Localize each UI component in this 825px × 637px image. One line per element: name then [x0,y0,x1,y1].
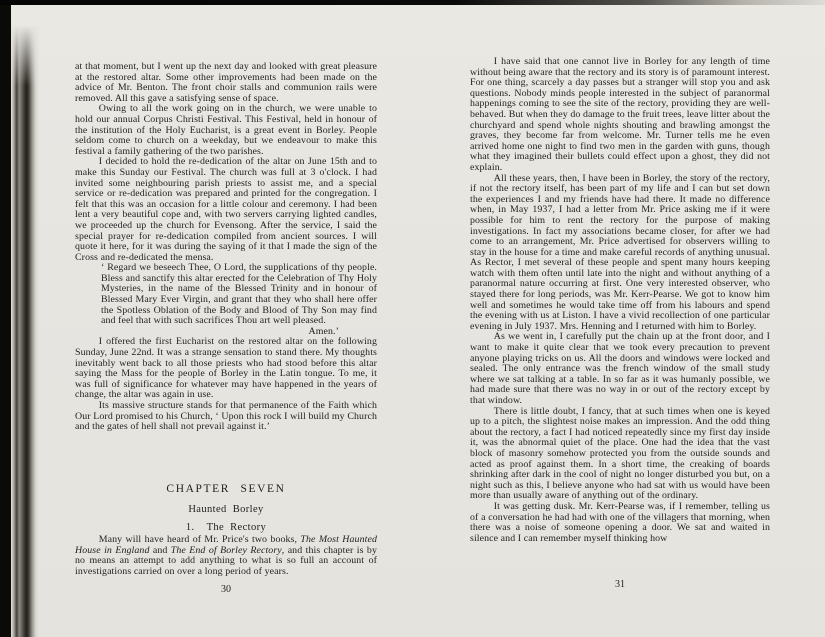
paragraph [75,535,377,577]
section-intro-paragraph [75,535,377,577]
left-page [75,62,377,433]
liturgical-quote [101,263,377,337]
chapter-block [75,483,377,533]
paragraph: All these years, then, I have been in Borley, the story of the rectory, if not the rectory itself, has been part of my life and I can but set down the experiences I and my friends have had there. It made no difference when, in May 1937, I had a letter from Mr. Price asking me if it were possible for him to rent the rectory for the purpose of making investigations. In fact my associations became closer, for after we had come to an arrangement, Mr. Price advertised for observers willing to stay in the house for a time and make careful records of anything unusual. As Rector, I met several of these people and spent many hours keeping watch with them often until late into the night and without anything of a paranormal nature occurring at first. One very interested observer, who stayed there for long periods, was Mr. Kerr-Pearse. We got to know him well and sometimes he would take time off from his labours and spend the evening with us at Liston. I have a vivid recollection of one particular evening in July 1937. Mrs. Henning and I returned with him to Borley. [470,172,770,332]
page-number-right: 31 [615,579,625,590]
paragraph: Owing to all the work going on in the church, we were unable to hold our annual Corpus Christi Festival. This Festival, held in honour of the institution of the Holy Eucharist, is a great event in Borley. People seldom come to church on a weekday, but we endeavour to make this festival a family gathering of the two parishes. [75,103,377,157]
chapter-subtitle: Haunted Borley [188,504,264,515]
paragraph: It was getting dusk. Mr. Kerr-Pearse was, if I remember, telling us of a conversation he had had with one of the villagers that morning, when there was a noise of someone opening a door. We sat and waited in silence and I can remember myself thinking how [470,500,770,544]
paragraph-continued: at that moment, but I went up the next day and looked with great pleasure at the restored altar. Some other improvements had been made on the advice of Mr. Benton. The front choir stalls and communion rails were removed. All this gave a satisfying sense of space. [75,61,377,104]
paragraph: As we went in, I carefully put the chain up at the front door, and I want to make it quite clear that we took every precaution to prevent anyone playing tricks on us. All the doors and windows were locked and sealed. The only entrance was the french window of the small study where we sat talking at a table. In so far as it was humanly possible, we had made sure that there was no way in or out of the rectory except by that window. [470,331,770,406]
book-page-edges [11,26,39,637]
paragraph: I have said that one cannot live in Borley for any length of time without being aware that the rectory and its story is of paramount interest. For one thing, scarcely a day passes but a stranger will stop you and ask questions. Nobody minds people interested in the subject of paranormal happenings coming to see the site of the rectory, providing they are well-behaved. But when they do damage to the fruit trees, leave litter about the churchyard and spend whole nights shouting and brawling amongst the graves, they become far from welcome. Mr. Turner tells me he even arrived home one night to find two men in the garden with guns, though what they imagined their bullets could effect upon a ghost, they did not explain. [470,56,770,173]
scan-top-border [0,0,825,5]
paragraph: There is little doubt, I fancy, that at such times when one is keyed up to a pitch, the slightest noise makes an impression. And the odd thing about the rectory, a fact I had noticed repeatedly since my first day inside it, was the abnormal quiet of the place. One had the idea that the vast block of masonry somehow protected you from the outside sounds and acted as proof against them. In a short time, the creaking of boards shrinking after dark in the cool of night no longer disturbed you but, on a night such as this, I believe anyone who had sat with us would have been more than usually aware of anything out of the ordinary. [470,405,770,502]
paragraph: I decided to hold the re-dedication of the altar on June 15th and to make this Sunday our Festival. The church was full at 3 o'clock. I had invited some neighbouring parish priests to assist me, and a special service or re-dedication was prepared and printed for the congregation. I felt that this was an occasion for a little colour and ceremony. I had been lent a very beautiful cope and, with two servers carrying lighted candles, we proceeded up the church for Evensong. After the service, I said the special prayer for re-dedication compiled from ancient sources. I will quote it here, for it was during the saying of it that I made the sign of the Cross and re-dedicated the mensa. [75,156,377,263]
quote-amen: Amen.’ [308,325,339,337]
page-number-left: 30 [221,584,231,595]
book-title-italic: The Most Haunted House in England [75,534,377,556]
chapter-heading: CHAPTER SEVEN [166,483,286,495]
book-title-italic: The End of Borley Rectory [170,544,282,556]
paragraph: Its massive structure stands for that permanence of the Faith which Our Lord promised to his Church, ‘ Upon this rock I will build my Church and the gates of hell shall not prevail against it.’ [75,400,377,433]
intro-text-mid: and [149,544,171,556]
quote-text: ‘ Regard we beseech Thee, O Lord, the supplications of thy people. Bless and sanctify this altar erected for the Celebration of Thy Holy Mysteries, in the name of the Blessed Trinity and in honour of Blessed Mary Ever Virgin, and grant that they who shall here offer the Spotless Oblation of the Body and Blood of Thy Son may find and feel that with such sacrifices Thou art well pleased. [101,262,377,327]
paragraph: I offered the first Eucharist on the restored altar on the following Sunday, June 22nd. It was a strange sensation to stand there. My thoughts inevitably went back to all those priests who had stood before this altar saying the Mass for the people of Borley in the Latin tongue. To me, it was full of significance for whatever may have happened in the years of change, the altar was again in use. [75,336,377,401]
section-heading: 1. The Rectory [185,522,267,533]
right-page [470,57,770,544]
intro-text-post: , and this chapter is by no means an attempt to add anything to what is so full an account of investigations carried on over a long period of years. [75,544,377,577]
intro-text-pre: Many will have heard of Mr. Price's two books, [98,534,301,545]
